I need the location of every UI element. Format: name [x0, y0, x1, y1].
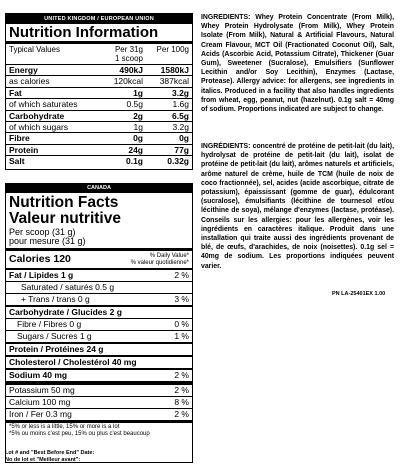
canada-row-percent	[159, 282, 189, 293]
canada-row-nutrient: Sodium 40 mg	[9, 370, 68, 380]
canada-row-percent: 2 %	[174, 385, 189, 395]
canada-calories-row	[6, 248, 192, 268]
canada-table-row	[6, 281, 192, 293]
canada-row-nutrient: Iron / Fer 0.3 mg	[9, 409, 72, 419]
canada-title-fr: Valeur nutritive	[9, 210, 121, 227]
canada-table-row	[6, 330, 192, 342]
canada-table-body	[6, 268, 192, 420]
uk-row-per-serving: 24g	[128, 144, 143, 155]
canada-row-percent	[159, 307, 189, 318]
canada-serving-en: Per scoop (31 g)	[9, 227, 76, 237]
canada-row-nutrient: Protein / Protéines 24 g	[9, 344, 104, 354]
canada-row-nutrient: Fibre / Fibres 0 g	[17, 319, 82, 329]
uk-row-per-serving: 0.5g	[126, 99, 143, 110]
uk-row-per-100g: 1580kJ	[160, 65, 189, 75]
uk-row-per-serving: 490kJ	[119, 65, 143, 75]
uk-table-row	[6, 110, 192, 121]
ingredients-french: INGRÉDIENTS: concentré de protéine de petit-lait (du lait), hydrolysat de protéine de petit-lait (du lait), isolat de protéine de petit-lait (du lait), arômes naturels et artificiels, arôme naturel de crème, huile de TCM (huile de noix de coco fractionnée), sel, acides (acide ascorbique, citrate de potassium), épaississant (gomme de guar), édulcorant (sucralose), émulsifiants (lécithine de tournesol et/ou lécithine de soya), mélange d'enzymes (lactase, protéase). Conseils sur les allergies: pour les allergènes, voir les ingrédients en caractères italique. Produit dans une installation qui traite aussi des ingrédients provenant de blé, de œufs, d'arachides, de noix (noisettes). 0.1g sel = 40mg de sodium. Les proportions indiquées peuvent varier.	[201, 143, 394, 270]
uk-row-per-serving: 0g	[133, 133, 143, 144]
uk-row-per-100g: 0.32g	[167, 156, 189, 167]
uk-header-label: Typical Values	[9, 45, 60, 54]
canada-row-percent: 1 %	[174, 331, 189, 341]
canada-footnote-en: *5% or less is a little, 15% or more is a lot	[9, 424, 120, 430]
canada-row-percent: 2 %	[174, 370, 189, 380]
uk-row-per-100g: 1.6g	[172, 99, 189, 110]
uk-row-per-100g: 3.2g	[172, 122, 189, 133]
canada-table-row	[6, 396, 192, 408]
canada-row-percent: 8 %	[174, 397, 189, 407]
canada-calories: Calories 120	[9, 253, 71, 265]
canada-table-row	[6, 408, 192, 420]
canada-table-row	[6, 268, 192, 281]
canada-table-row	[6, 355, 192, 368]
uk-table-row	[6, 132, 192, 143]
canada-dv-en: % Daily Value*	[149, 253, 189, 259]
canada-daily-value-heading	[131, 253, 189, 266]
canada-row-percent	[159, 357, 189, 368]
uk-panel-title: Nutrition Information	[9, 24, 159, 41]
canada-table-row	[6, 381, 192, 396]
canada-title-en: Nutrition Facts	[9, 194, 119, 211]
canada-dv-fr: % valeur quotidienne*	[130, 259, 189, 266]
uk-row-label: Protein	[9, 144, 39, 155]
canada-nutrition-panel	[5, 183, 193, 463]
canada-table-row	[6, 305, 192, 318]
uk-row-label: Fibre	[9, 133, 30, 144]
lot-best-before-label: Lot # and "Best Before End" Date: No de lot et "Meilleur avant":	[5, 450, 95, 463]
canada-row-percent	[159, 344, 189, 355]
canada-table-row	[6, 293, 192, 305]
uk-table-row	[6, 64, 192, 75]
canada-row-nutrient: Saturated / saturés 0.5 g	[21, 282, 115, 292]
uk-row-label: Carbohydrate	[9, 110, 65, 121]
uk-header-per-100g: Per 100g	[156, 45, 189, 54]
canada-row-nutrient: Fat / Lipides 1 g	[9, 270, 74, 280]
uk-row-per-serving: 1g	[133, 122, 143, 133]
uk-row-per-serving: 2g	[133, 110, 143, 121]
canada-table-row	[6, 368, 192, 381]
uk-table-row	[6, 75, 192, 86]
uk-row-per-100g: 77g	[174, 144, 189, 155]
canada-row-percent: 0 %	[174, 319, 189, 329]
uk-table-row	[6, 144, 192, 155]
uk-nutrition-panel	[5, 13, 193, 170]
canada-row-nutrient: Calcium 100 mg	[9, 397, 71, 407]
uk-table-row	[6, 155, 192, 166]
canada-footnote	[6, 420, 192, 439]
uk-row-per-serving: 0.1g	[125, 156, 143, 167]
canada-serving-fr: pour mesure (31 g)	[9, 236, 86, 246]
canada-row-percent: 3 %	[174, 294, 189, 304]
canada-row-percent: 2 %	[174, 409, 189, 419]
uk-table-row	[6, 121, 192, 132]
uk-row-per-100g: 0g	[179, 133, 189, 144]
canada-row-nutrient: Sugars / Sucres 1 g	[17, 331, 92, 341]
canada-table-row	[6, 342, 192, 355]
uk-region-banner: UNITED KINGDOM / EUROPEAN UNION	[6, 14, 192, 24]
uk-row-label: Salt	[9, 156, 25, 167]
uk-row-label: of which sugars	[9, 122, 69, 133]
uk-row-label: as calories	[9, 76, 50, 87]
canada-row-nutrient: Cholesterol / Cholestérol 40 mg	[9, 357, 137, 367]
uk-row-per-serving: 120kcal	[113, 76, 143, 87]
canada-row-percent: 2 %	[174, 270, 189, 280]
uk-row-per-100g: 387kcal	[159, 76, 189, 87]
uk-row-per-100g: 6.5g	[171, 110, 189, 121]
canada-row-nutrient: Carbohydrate / Glucides 2 g	[9, 307, 122, 317]
uk-table-header	[6, 41, 192, 64]
canada-region-banner: CANADA	[6, 184, 192, 193]
uk-header-per-serving: Per 31g 1 scoop	[114, 45, 143, 63]
uk-row-label: Energy	[9, 65, 38, 75]
canada-row-nutrient: + Trans / trans 0 g	[21, 294, 90, 304]
uk-table-row	[6, 87, 192, 98]
uk-row-label: of which saturates	[9, 99, 78, 110]
canada-footnote-fr: *5% ou moins c'est peu, 15% ou plus c'est beaucoup	[9, 431, 150, 437]
canada-table-row	[6, 318, 192, 330]
part-number: PN LA-25401EX 1.00	[332, 291, 386, 297]
uk-row-label: Fat	[9, 87, 22, 98]
uk-row-per-serving: 1g	[133, 87, 143, 98]
canada-row-nutrient: Potassium 50 mg	[9, 385, 75, 395]
ingredients-english: INGREDIENTS: Whey Protein Concentrate (From Milk), Whey Protein Hydrolysate (From Milk), Whey Protein Isolate (From Milk), Natural & Artificial Flavours, Natural Cream Flavour, MCT Oil (Fractionated Coconut Oil), Salt, Acids (Ascorbic Acid, Potassium Citrate), Thickener (Guar Gum), Sweetener (Sucralose), Emulsifiers (Sunflower Lecithin and/or Soy Lecithin), Enzymes (Lactase, Protease). Allergy advice: for allergens, see ingredients in italics. Produced in a facility that also handles ingredients from wheat, egg, peanut, nut (hazelnut). 0.1g salt = 40mg of sodium. Proportions indicated are subject to change.	[201, 14, 394, 114]
uk-row-per-100g: 3.2g	[171, 87, 189, 98]
uk-table-body	[6, 64, 192, 167]
uk-table-row	[6, 98, 192, 109]
